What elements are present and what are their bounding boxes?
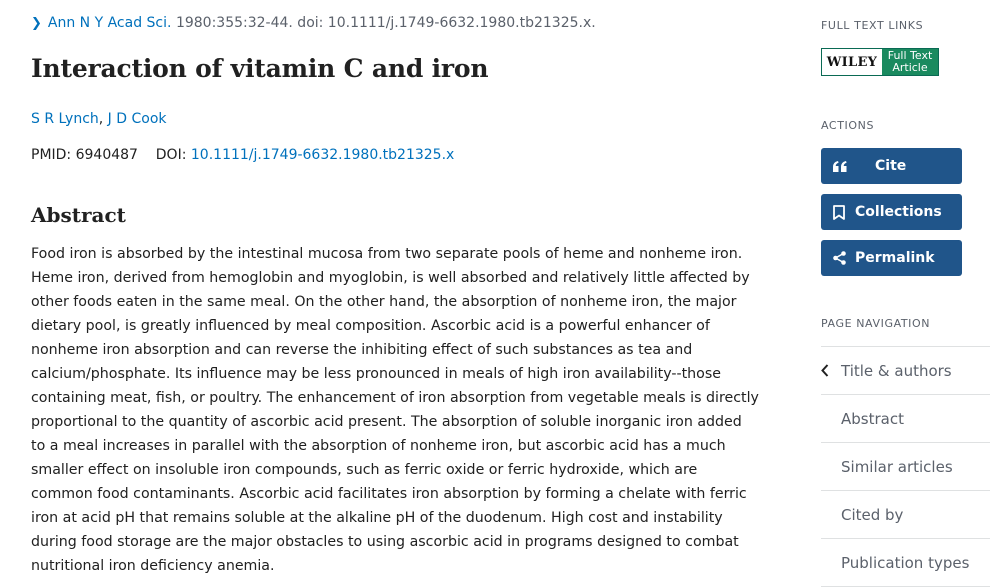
nav-item-publication-types[interactable] — [821, 539, 990, 587]
share-icon — [833, 251, 855, 265]
article-title: Interaction of vitamin C and iron — [31, 54, 489, 83]
authors-list — [31, 111, 167, 127]
nav-item-label: Similar articles — [841, 457, 953, 476]
nav-item-label: Title & authors — [841, 361, 952, 380]
actions-heading: ACTIONS — [821, 119, 875, 132]
page-navigation — [821, 346, 990, 587]
cite-label: Cite — [875, 158, 907, 174]
pmid-value: 6940487 — [75, 147, 138, 163]
abstract-text: Food iron is absorbed by the intestinal mucosa from two separate pools of heme and nonheme iron. Heme iron, derived from hemoglobin and myoglobin, is well absorbed and relatively little affected by other foods eaten in the same meal. On the other hand, the absorption of nonheme iron, the major dietary pool, is greatly influenced by meal composition. Ascorbic acid is a powerful enhancer of nonheme iron absorption and can reverse the inhibiting effect of such substances as tea and calcium/phosphate. Its influence may be less pronounced in meals of high iron availability--those containing meat, fish, or poultry. The enhancement of iron absorption from vegetable meals is directly proportional to the quantity of ascorbic acid present. The absorption of soluble inorganic iron added to a meal increases in parallel with the absorption of nonheme iron, but ascorbic acid has a much smaller effect on insoluble iron compounds, such as ferric oxide or ferric hydroxide, which are common food contaminants. Ascorbic acid facilitates iron absorption by forming a chelate with ferric iron at acid pH that remains soluble at the alkaline pH of the duodenum. High cost and instability during food storage are the major obstacles to using ascorbic acid in programs designed to combat nutritional iron deficiency anemia. — [31, 246, 759, 574]
wiley-full-text-link[interactable] — [821, 48, 939, 76]
collections-label: Collections — [855, 204, 942, 220]
nav-item-cited-by[interactable] — [821, 491, 990, 539]
page-navigation-heading: PAGE NAVIGATION — [821, 317, 931, 330]
doi-link[interactable]: 10.1111/j.1749-6632.1980.tb21325.x — [190, 147, 455, 163]
wiley-full-text-line2: Article — [892, 61, 928, 74]
nav-item-label: Cited by — [841, 505, 904, 524]
doi-label: DOI: — [155, 147, 187, 163]
permalink-label: Permalink — [855, 250, 935, 266]
nav-item-label: Abstract — [841, 409, 904, 428]
wiley-full-text-line1: Full Text — [887, 49, 933, 62]
chevron-right-icon: ❯ — [31, 16, 42, 31]
author-link[interactable]: S R Lynch — [31, 111, 99, 127]
citation-line — [31, 15, 596, 31]
citation-details: 1980:355:32-44. doi: 10.1111/j.1749-6632.1980.tb21325.x. — [175, 15, 596, 31]
abstract-heading: Abstract — [31, 203, 126, 227]
article-identifiers — [31, 147, 454, 163]
chevron-left-icon — [821, 364, 841, 377]
wiley-logo: WILEY — [822, 49, 882, 75]
nav-item-title-authors[interactable] — [821, 347, 990, 395]
cite-button[interactable] — [821, 148, 962, 184]
pmid-label: PMID: — [31, 147, 72, 163]
journal-link[interactable]: Ann N Y Acad Sci. — [47, 15, 172, 31]
author-link[interactable]: J D Cook — [107, 111, 167, 127]
author-separator: , — [98, 111, 108, 127]
bookmark-icon — [833, 205, 855, 220]
nav-item-abstract[interactable] — [821, 395, 990, 443]
permalink-button[interactable] — [821, 240, 962, 276]
nav-item-similar-articles[interactable] — [821, 443, 990, 491]
nav-item-label: Publication types — [841, 553, 970, 572]
quote-icon — [833, 161, 855, 172]
full-text-links-heading: FULL TEXT LINKS — [821, 19, 924, 32]
collections-button[interactable] — [821, 194, 962, 230]
wiley-full-text-label — [882, 49, 938, 75]
